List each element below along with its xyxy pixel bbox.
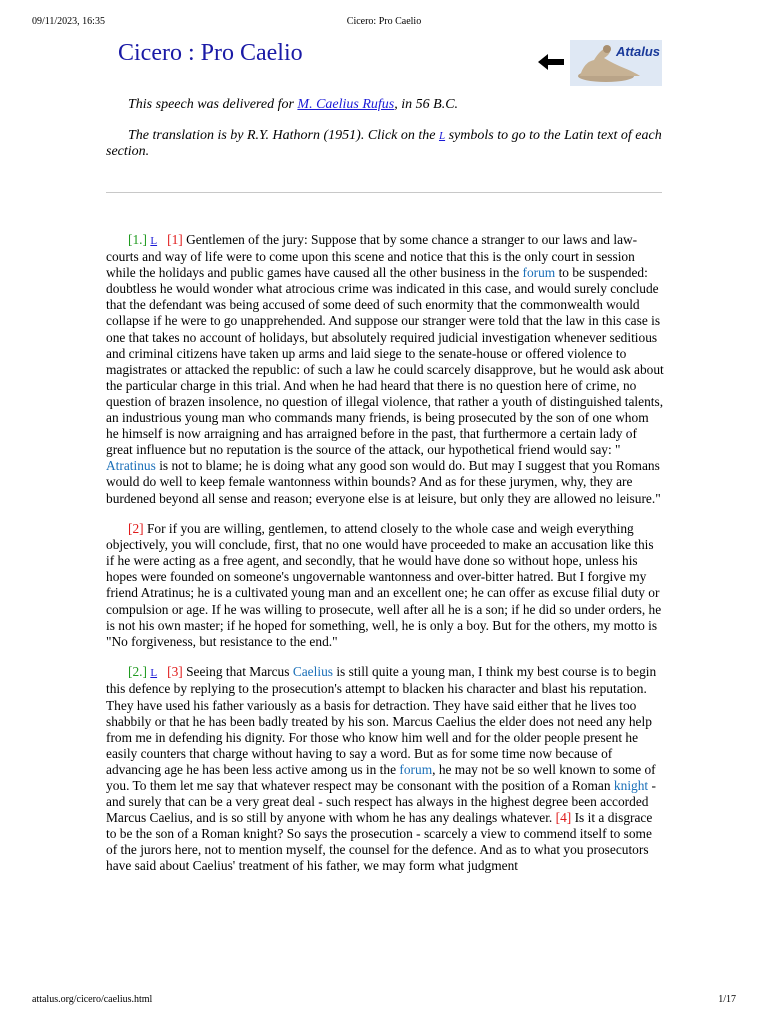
paragraph-number: [4] bbox=[555, 810, 572, 826]
page-title: Cicero : Pro Caelio bbox=[118, 40, 303, 66]
print-tab-title: Cicero: Pro Caelio bbox=[346, 16, 422, 27]
print-url: attalus.org/cicero/caelius.html bbox=[32, 994, 153, 1005]
print-header bbox=[32, 16, 736, 30]
paragraph-number: [3] bbox=[167, 664, 183, 680]
knight-link[interactable]: knight bbox=[613, 778, 649, 793]
paragraph-number: [1] bbox=[167, 232, 183, 247]
caelius-link[interactable]: Caelius bbox=[292, 664, 333, 680]
latin-link[interactable]: L bbox=[150, 667, 158, 680]
section-number: [2.] bbox=[128, 664, 147, 680]
attalus-logo[interactable] bbox=[570, 40, 662, 86]
logo-text: Attalus bbox=[615, 44, 660, 59]
section-2: [2] For if you are willing, gentlemen, to attend closely to the whole case and weigh everything objectively, you will conclude, first, that no one would have proceeded to make an accusation like this if he were acting as a free agent, and secondly, that he would have done so without hope, unless his hopes were founded on someone's ungovernable wantonness and over-bitter hatred. But I forgive my friend Atratinus; he is a cultivated young man and an excellent one; he can offer as excuse filial duty or compulsion or age. If he was willing to prosecute, well after all he is a son; if he did so under orders, he is not his own master; if he hoped for something, well, he is only a boy. But for the others, my motto is "No forgiveness, but resistance to the end." bbox=[106, 521, 662, 649]
back-arrow-icon[interactable] bbox=[538, 52, 566, 72]
section-number: [1.] bbox=[128, 232, 147, 247]
latin-symbol-link[interactable]: L bbox=[438, 130, 446, 142]
speech-text bbox=[106, 232, 664, 889]
latin-link[interactable]: L bbox=[150, 235, 158, 247]
paragraph-number: [2] bbox=[128, 521, 144, 537]
forum-link[interactable]: forum bbox=[399, 761, 433, 777]
print-footer bbox=[32, 994, 736, 1008]
divider bbox=[106, 192, 662, 193]
caelius-rufus-link[interactable]: M. Caelius Rufus bbox=[297, 97, 395, 112]
intro-translation-note: The translation is by R.Y. Hathorn (1951). Click on the L symbols to go to the Latin text of each section. bbox=[106, 128, 662, 159]
print-page-number: 1/17 bbox=[718, 994, 736, 1005]
section-3: [2.] L [3] Seeing that Marcus Caelius is still quite a young man, I think my best course is to begin this defence by replying to the prosecution's attempt to blacken his character and blast his reputation. They have used his father variously as a basis for detraction. They have said either that he lives too shabbily or that he has been badly treated by his son. Marcus Caelius the elder does not need any help from me in defending his dignity. For those who know him well and for the older people present he easily counters that charge without having to say a word. But as for some time now because of advancing age he has been less active among us in the forum, he may not be so well known to some of you. To them let me say that whatever respect may be consonant with the position of a Roman knight - and surely that can be a very great deal - such respect has always in the highest degree been accorded Marcus Caelius, and is so still by anyone with whom he has any dealings whatever. [4] Is it a disgrace to be the son of a Roman knight? So says the prosecution - scarcely a view to commend itself to some of the jurors here, not to mention myself, the counsel for the defence. And as to what you prosecutors have said about Caelius' treatment of his father, we may form what judgment bbox=[106, 664, 657, 874]
forum-link[interactable]: forum bbox=[522, 265, 556, 281]
intro-speech-note: This speech was delivered for M. Caelius Rufus, in 56 B.C. bbox=[128, 97, 459, 112]
print-datetime: 09/11/2023, 16:35 bbox=[32, 16, 105, 27]
atratinus-link[interactable]: Atratinus bbox=[106, 458, 156, 474]
section-1: [1.] L [1] Gentlemen of the jury: Suppose that by some chance a stranger to our laws and law-courts and way of life were to come upon this scene and notice that this is the only court in session while the holidays and public games have caused all the other business in the forum to be suspended: doubtless he would wonder what atrocious crime was indicated in this case, and would surely conclude that the defendant was being accused of some deed of such enormity that the commonwealth would collapse if he were to go unapprehended. And suppose our stranger were told that the law in this case is one that takes no account of holidays, but absolutely required judicial investigation whenever seditious and criminal citizens have taken up arms and laid siege to the senate-house or offered violence to magistrates or attacked the republic: of such a law he could scarcely disapprove, but he would ask about the particular charge in this trial. And when he had heard that there is no question here of crime, no question of brazen insolence, no question of illegal violence, that rather a youth of distinguished talents, an industrious young man who commands many friends, is being prosecuted by the son of one whom he himself is now arraigning and has arraigned before in the past, that furthermore a certain lady of great influence but no reputation is the source of the attack, our hypothetical friend would say: " Atratinus is not to blame; he is doing what any good son would do. But may I suggest that you Romans would do well to keep female wantonness within bounds? And as for these jurymen, why, they are burdened beyond all sense and reason; everyone else is at leisure, but only they are allowed no leisure." bbox=[106, 232, 664, 506]
